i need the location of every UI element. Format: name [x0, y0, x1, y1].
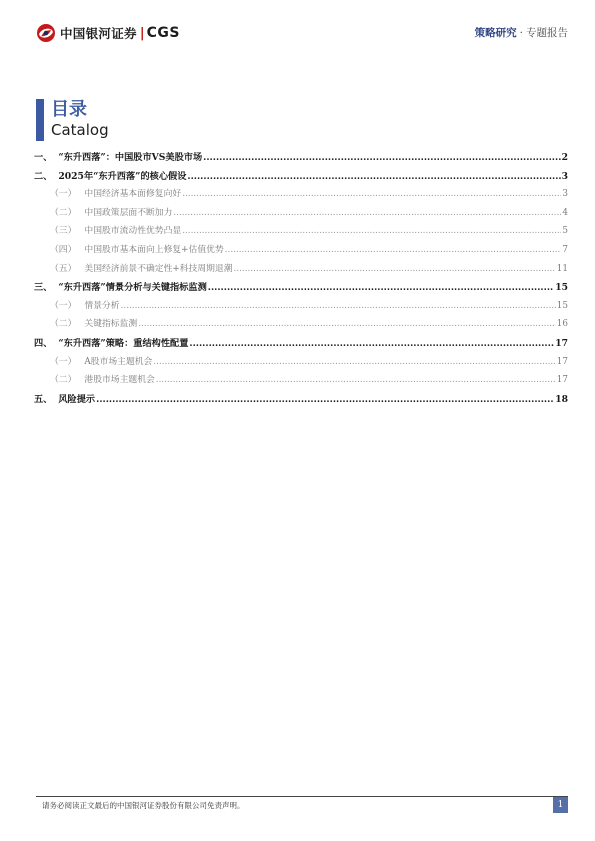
toc-subentry[interactable]	[34, 316, 568, 335]
toc-leader-dots	[138, 319, 556, 329]
toc-entry-number: 二、	[34, 170, 53, 182]
logo-separator: |	[139, 25, 145, 41]
toc-entry-label: A股市场主题机会	[84, 356, 153, 367]
logo-english-text: CGS	[146, 25, 180, 41]
toc-leader-dots	[153, 357, 555, 367]
toc-entry-label: 2025年“东升西落”的核心假设	[58, 170, 187, 182]
toc-entry-page: 7	[562, 244, 568, 255]
toc-entry[interactable]	[34, 335, 568, 354]
toc-entry-page: 17	[556, 356, 568, 367]
toc-entry-page: 17	[555, 337, 568, 349]
toc-entry-page: 5	[562, 226, 568, 237]
report-category-dot: ·	[519, 27, 523, 39]
toc-leader-dots	[189, 338, 554, 349]
toc-entry[interactable]	[34, 279, 568, 298]
toc-leader-dots	[187, 171, 560, 182]
toc-entry-page: 15	[556, 300, 568, 311]
toc-entry-label: 港股市场主题机会	[84, 375, 155, 386]
toc-entry-label: “东升西落”策略：重结构性配置	[58, 337, 189, 349]
toc-entry[interactable]	[34, 391, 568, 410]
toc-entry-label: 中国政策层面不断加力	[84, 207, 173, 218]
page-number: 1	[553, 797, 568, 813]
toc-entry-label: “东升西落”：中国股市VS美股市场	[58, 152, 203, 163]
toc-leader-dots	[203, 152, 560, 163]
toc-entry-number: （二）	[50, 207, 77, 218]
toc-entry-number: 三、	[34, 282, 53, 294]
toc-subentry[interactable]	[34, 205, 568, 224]
toc-leader-dots	[173, 208, 561, 218]
logo-chinese-text: 中国银河证券	[60, 26, 137, 41]
report-category-main: 策略研究	[474, 27, 517, 39]
toc-entry-number: （一）	[50, 300, 77, 311]
toc-entry-number: （二）	[50, 319, 77, 330]
toc-entry-label: 关键指标监测	[84, 319, 138, 330]
toc-entry-label: 美国经济前景不确定性+科技周期退潮	[84, 263, 233, 274]
toc-subentry[interactable]	[34, 354, 568, 373]
toc-entry-number: （三）	[50, 226, 77, 237]
toc-entry-page: 2	[561, 152, 568, 163]
toc-entry-label: 中国经济基本面修复向好	[84, 189, 182, 200]
toc-entry-page: 3	[561, 170, 568, 182]
toc-entry-number: （二）	[50, 375, 77, 386]
toc-subentry[interactable]	[34, 372, 568, 391]
toc-entry-label: 中国股市基本面向上修复+估值优势	[84, 244, 224, 255]
toc-entry-page: 18	[555, 393, 568, 405]
page-header	[36, 22, 568, 44]
toc-entry-page: 16	[556, 319, 568, 330]
toc-leader-dots	[182, 226, 561, 236]
toc-leader-dots	[96, 394, 554, 405]
toc-entry-label: 中国股市流动性优势凸显	[84, 226, 182, 237]
toc-entry-label: 风险提示	[58, 393, 96, 405]
toc-entry-number: （一）	[50, 189, 77, 200]
toc-entry-page: 3	[562, 189, 568, 200]
toc-leader-dots	[225, 245, 562, 255]
toc-entry[interactable]	[34, 149, 568, 168]
toc-entry-number: （一）	[50, 356, 77, 367]
toc-subentry[interactable]	[34, 186, 568, 205]
page-subtitle: Catalog	[51, 121, 109, 139]
toc-subentry[interactable]	[34, 242, 568, 261]
toc-leader-dots	[121, 301, 556, 311]
toc-subentry[interactable]	[34, 261, 568, 280]
toc-leader-dots	[234, 264, 556, 274]
report-category	[475, 25, 568, 40]
company-logo	[36, 22, 180, 44]
toc-entry-page: 17	[556, 375, 568, 386]
toc-entry-label: “东升西落”情景分析与关键指标监测	[58, 282, 207, 294]
toc-entry-number: 一、	[34, 152, 53, 163]
table-of-contents	[34, 149, 568, 409]
report-category-sub: 专题报告	[526, 27, 568, 39]
toc-entry[interactable]	[34, 168, 568, 187]
galaxy-logo-icon	[36, 23, 56, 43]
toc-entry-page: 15	[555, 282, 568, 294]
page-title: 目录	[51, 99, 87, 120]
footer-divider	[36, 796, 568, 797]
footer-disclaimer: 请务必阅读正文最后的中国银河证券股份有限公司免责声明。	[42, 801, 245, 810]
toc-entry-number: （五）	[50, 263, 77, 274]
toc-leader-dots	[156, 375, 556, 385]
toc-leader-dots	[182, 189, 561, 199]
toc-subentry[interactable]	[34, 298, 568, 317]
title-accent-bar	[36, 99, 44, 141]
toc-subentry[interactable]	[34, 223, 568, 242]
toc-entry-label: 情景分析	[84, 300, 120, 311]
toc-leader-dots	[208, 282, 554, 293]
toc-entry-number: （四）	[50, 244, 77, 255]
toc-entry-number: 四、	[34, 337, 53, 349]
toc-entry-page: 4	[562, 207, 568, 218]
toc-entry-number: 五、	[34, 393, 53, 405]
toc-entry-page: 11	[556, 263, 568, 274]
